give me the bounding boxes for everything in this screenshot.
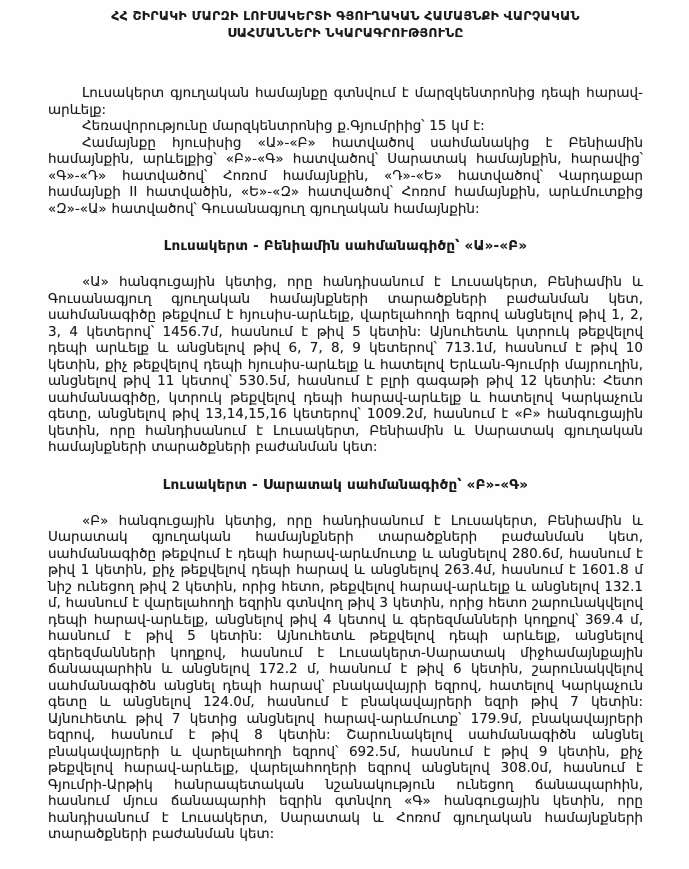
section-heading-lusakert-saratak: Լուսակերտ - Սարատակ սահմանագիծը՝ «Բ»-«Գ»: [162, 476, 529, 493]
section-body-lusakert-beniamin: «Ա» հանգուցային կետից, որը հանդիսանում է Լուսակերտ, Բենիամին և Գուսանագյուղ գյուղական համայնքների տարածքների բաժանման կետ, սահմանագիծը թեքվում է հյուսիս-արևելք, վարելահողի եզրով անցնելով թիվ 1, 2, 3, 4 կետերով՝ 1456.7մ, հասնում է թիվ 5 կետին: Այնուհետև կտրուկ թեքվելով դեպի արևելք և անցնելով թիվ 6, 7, 8, 9 կետերով՝ 713.1մ, հասնում է թիվ 10 կետին, քիչ թեքվելով դեպի հյուսիս-արևելք և հատելով Երևան-Գյումրի մայրուղին, անցնելով թիվ 11 կետով՝ 530.5մ, հասնում է բլրի գագաթի թիվ 12 կետին: Հետո սահմանագիծը, կտրուկ թեքվելով դեպի հարավ-արևելք և հատելով Կարկաչուն գետը, անցնելով թիվ 13,14,15,16 կետերով՝ 1009.2մ, հասնում է «Բ» հանգուցային կետին, որը հանդիսանում է Լուսակերտ, Բենիամին և Սարատակ գյուղական համայնքների տարածքների բաժանման կետ:: [48, 274, 643, 455]
intro-paragraph-borders: Համայնքը հյուսիսից «Ա»-«Բ» հատվածով սահմանակից է Բենիամին համայնքին, արևելքից՝ «Բ»-«Գ» հատվածով՝ Սարատակ համայնքին, հարավից՝ «Գ»-«Դ» հատվածով՝ Հոռոմ համայնքին, «Դ»-«Ե» հատվածով՝ Վարդաքար համայնքի II հատվածին, «Ե»-«Զ» հատվածով՝ Հոռոմ համայնքին, արևմուտքից «Զ»-«Ա» հատվածով՝ Գուսանագյուղ գյուղական համայնքին:: [48, 134, 643, 217]
section-heading-lusakert-beniamin: Լուսակերտ - Բենիամին սահմանագիծը՝ «Ա»-«Բ»: [163, 238, 528, 254]
title-body-gap: [48, 41, 643, 85]
intro-paragraph-distance: Հեռավորությունը մարզկենտրոնից ք.Գյումրիից՝ 15 կմ է:: [82, 118, 485, 134]
document-title: [48, 7, 643, 41]
intro-paragraph-location: Լուսակերտ գյուղական համայնքը գտնվում է մարզկենտրոնից դեպի հարավ-արևելք:: [48, 85, 643, 118]
document-title-line1: ՀՀ ՇԻՐԱԿԻ ՄԱՐԶԻ ԼՈՒՍԱԿԵՐՏԻ ԳՅՈՒՂԱԿԱՆ ՀԱՄԱՅՆՔԻ ՎԱՐՉԱԿԱՆ: [111, 8, 580, 23]
section-body-lusakert-saratak: «Բ» հանգուցային կետից, որը հանդիսանում է Լուսակերտ, Բենիամին և Սարատակ գյուղական համայնքների տարածքների բաժանման կետ, սահմանագիծը թեքվում է դեպի հարավ-արևմուտք և անցնելով 280.6մ, հասնում է թիվ 1 կետին, քիչ թեքվելով դեպի հարավ և անցնելով 263.4մ, հասնում է 1601.8 մ նիշ ունեցող թիվ 2 կետին, որից հետո, թեքվելով հարավ-արևելք և անցնելով 132.1 մ, հասնում է վարելահողի եզրին գտնվող թիվ 3 կետին, որից հետո շարունակվելով դեպի հարավ-արևելք, անցնելով թիվ 4 կետով և գերեզմանների կողքով՝ 369.4 մ, հասնում է թիվ 5 կետին: Այնուհետև թեքվելով դեպի արևելք, անցնելով գերեզմանների կողքով, հասնում է Լուսակերտ-Սարատակ միջհամայնքային ճանապարհին և անցնելով 172.2 մ, հասնում է թիվ 6 կետին, շարունակվելով սահմանագիծն անցնել դեպի հարավ՝ բնակավայրի եզրով, հատելով Կարկաչուն գետը և անցնելով 124.0մ, հասնում է բնակավայրերի եզրի թիվ 7 կետին: Այնուհետև թիվ 7 կետից անցնելով հարավ-արևմուտք՝ 179.9մ, բնակավայրերի եզրով, հասնում է թիվ 8 կետին: Շարունակելով սահմանագիծն անցնել բնակավայրերի և վարելահողի եզրով՝ 692.5մ, հասնում է թիվ 9 կետին, քիչ թեքվելով հարավ-արևելք, վարելահողերի եզրով անցնելով 308.0մ, հասնում է Գյումրի-Արթիկ հանրապետական նշանակություն ունեցող ճանապարհին, հասնում մյուս ճանապարհի եզրին գտնվող «Գ» հանգուցային կետին, որը հանդիսանում է Լուսակերտ, Սարատակ և Հոռոմ գյուղական համայնքների տարածքների բաժանման կետ:: [48, 512, 643, 842]
document-title-line2: ՍԱՀՄԱՆՆԵՐԻ ՆԿԱՐԱԳՐՈՒԹՅՈՒՆԸ: [227, 25, 464, 40]
